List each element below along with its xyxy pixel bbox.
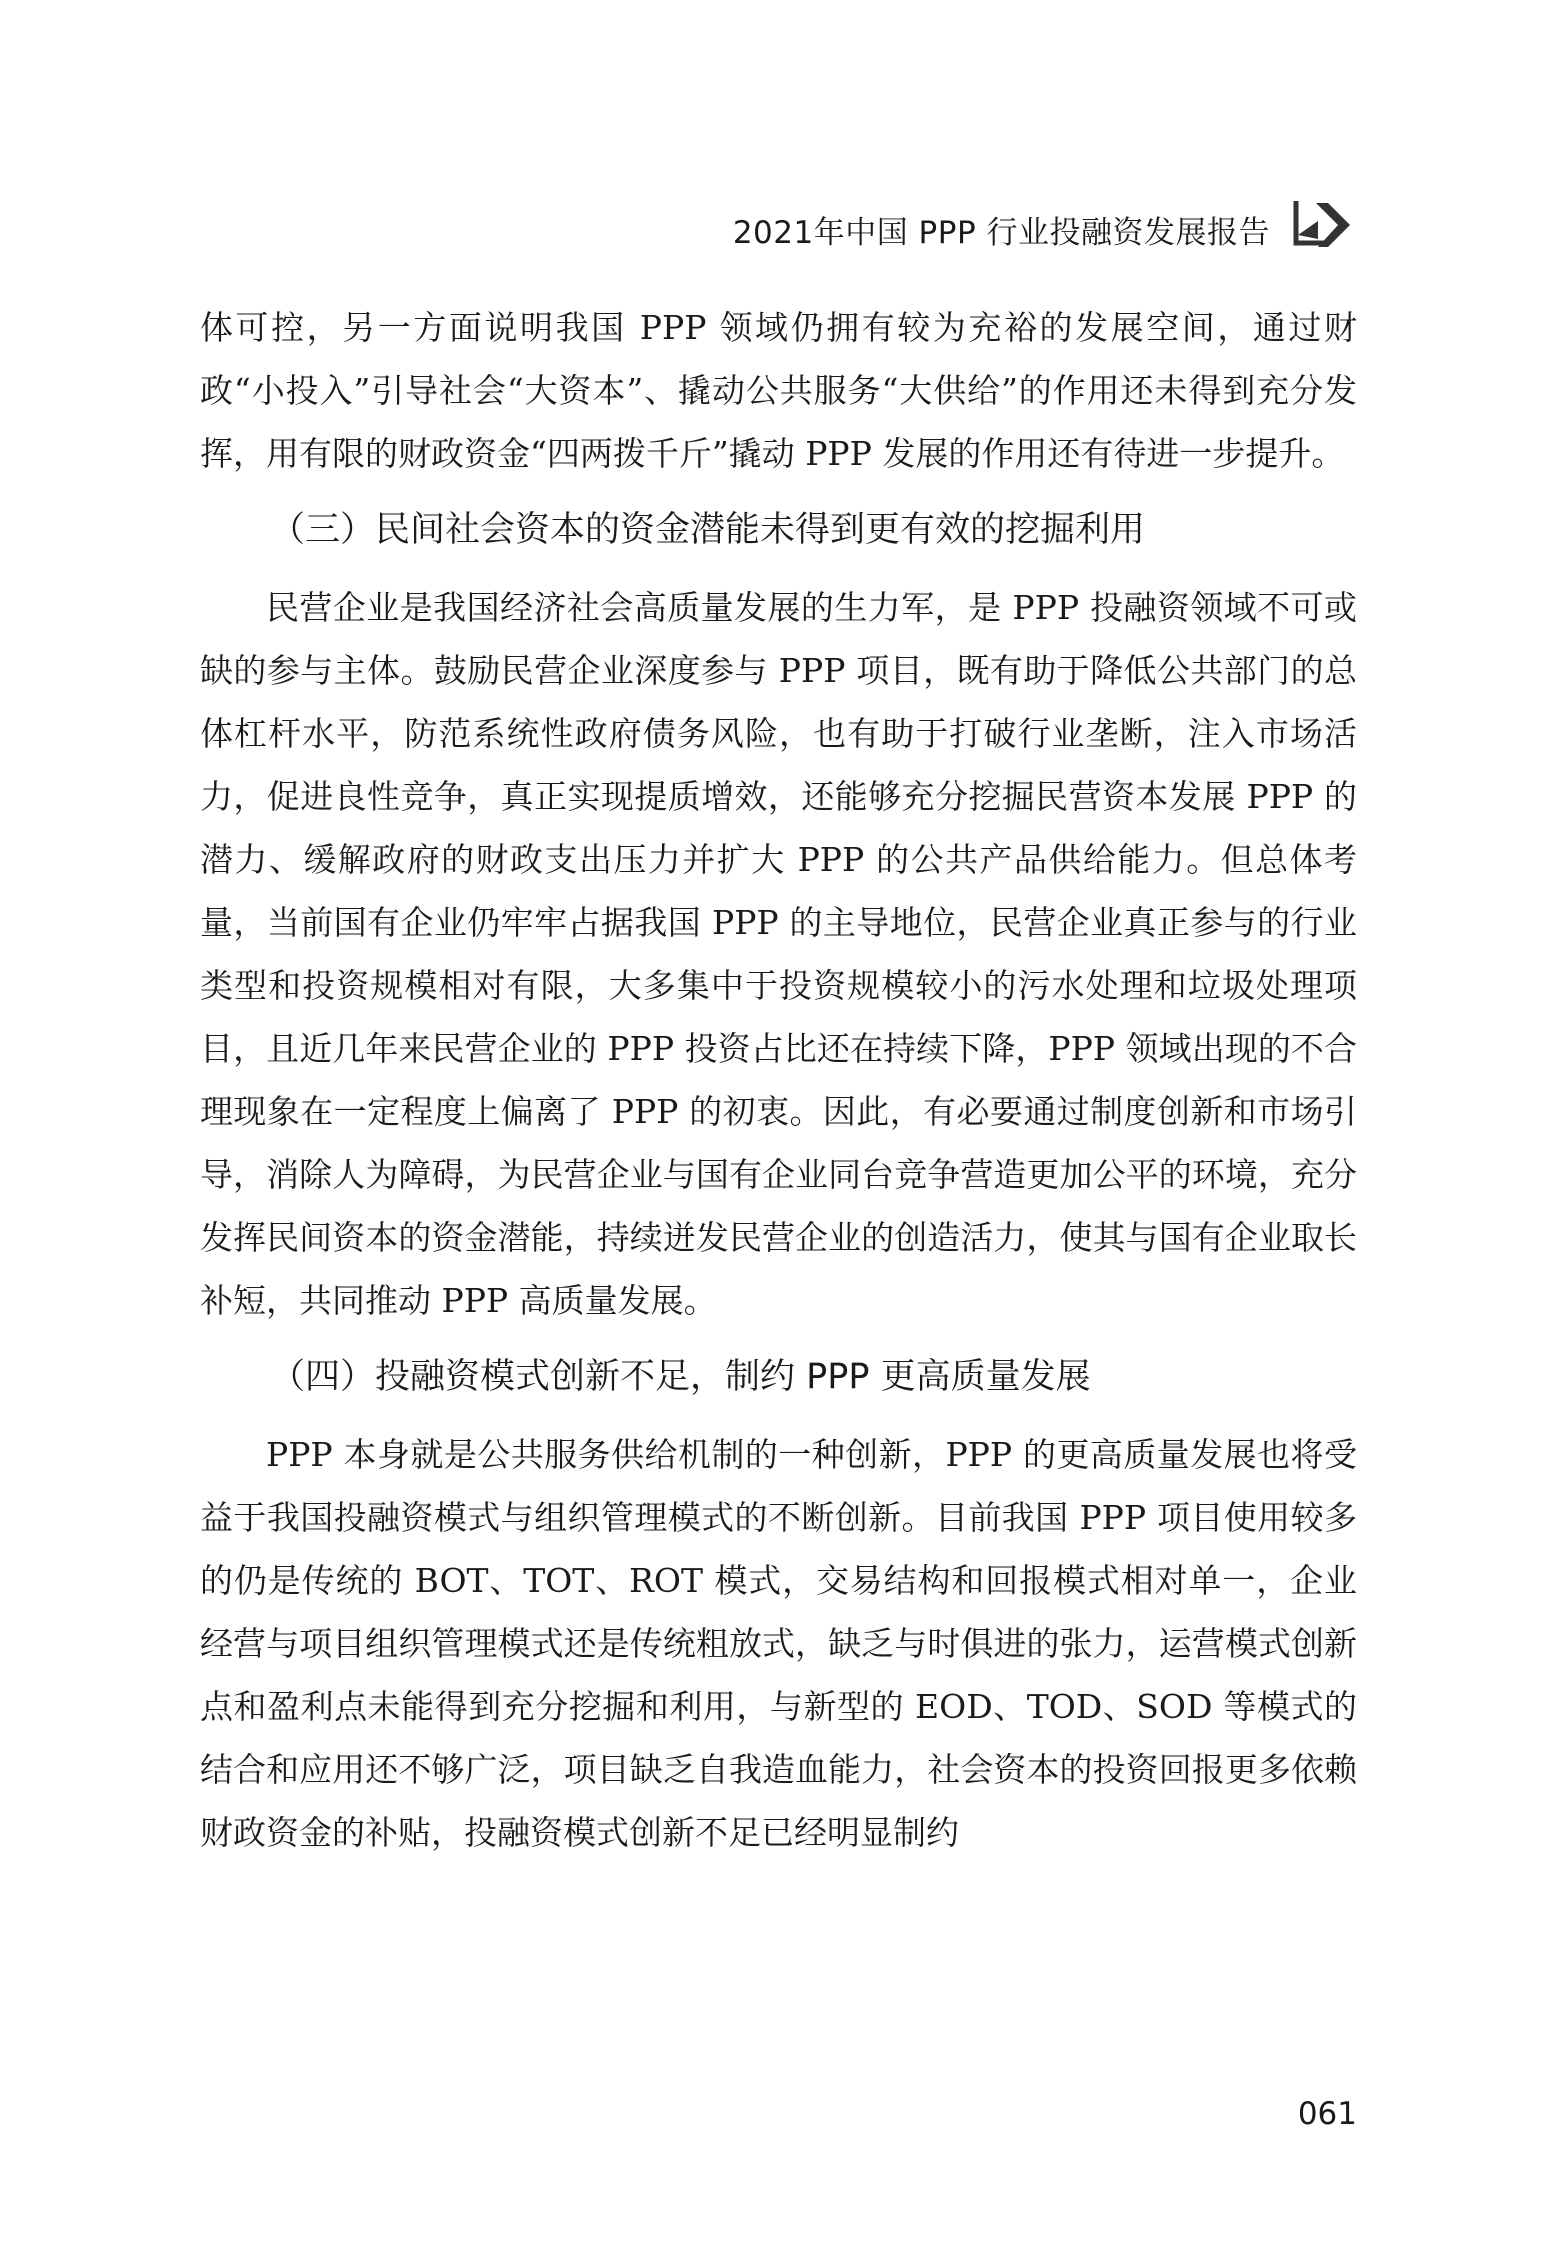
section-heading-3: （三）民间社会资本的资金潜能未得到更有效的挖掘利用 — [270, 510, 1146, 550]
paragraph-private-capital: 民营企业是我国经济社会高质量发展的生力军，是 PPP 投融资领域不可或缺的参与主体。鼓励民营企业深度参与 PPP 项目，既有助于降低公共部门的总体杠杆水平，防范系统性政府债务风险，也有助于打破行业垄断，注入市场活力，促进良性竞争，真正实现提质增效，还能够充分挖掘民营资本发展 PPP 的潜力、缓解政府的财政支出压力并扩大 PPP 的公共产品供给能力。但总体考量，当前国有企业仍牢牢占据我国 PPP 的主导地位，民营企业真正参与的行业类型和投资规模相对有限，大多集中于投资规模较小的污水处理和垃圾处理项目，且近几年来民营企业的 PPP 投资占比还在持续下降，PPP 领域出现的不合理现象在一定程度上偏离了 PPP 的初衷。因此，有必要通过制度创新和市场引导，消除人为障碍，为民营企业与国有企业同台竞争营造更加公平的环境，充分发挥民间资本的资金潜能，持续迸发民营企业的创造活力，使其与国有企业取长补短，共同推动 PPP 高质量发展。 — [200, 588, 1357, 1320]
page-body — [200, 296, 1357, 1864]
paragraph-financing-innovation: PPP 本身就是公共服务供给机制的一种创新，PPP 的更高质量发展也将受益于我国投融资模式与组织管理模式的不断创新。目前我国 PPP 项目使用较多的仍是传统的 BOT、TOT、ROT 模式，交易结构和回报模式相对单一，企业经营与项目组织管理模式还是传统粗放式，缺乏与时俱进的张力，运营模式创新点和盈利点未能得到充分挖掘和利用，与新型的 EOD、TOD、SOD 等模式的结合和应用还不够广泛，项目缺乏自我造血能力，社会资本的投资回报更多依赖财政资金的补贴，投融资模式创新不足已经明显制约 — [200, 1435, 1357, 1852]
running-header — [200, 195, 1360, 265]
section-heading-4: （四）投融资模式创新不足，制约 PPP 更高质量发展 — [270, 1357, 1091, 1397]
chevron-bracket-icon — [1288, 195, 1360, 255]
page-number: 061 — [1297, 2096, 1357, 2132]
paragraph-continued: 体可控，另一方面说明我国 PPP 领域仍拥有较为充裕的发展空间，通过财政“小投入”引导社会“大资本”、撬动公共服务“大供给”的作用还未得到充分发挥，用有限的财政资金“四两拨千斤”撬动 PPP 发展的作用还有待进一步提升。 — [200, 308, 1357, 473]
running-header-title: 2021年中国 PPP 行业投融资发展报告 — [732, 215, 1270, 251]
